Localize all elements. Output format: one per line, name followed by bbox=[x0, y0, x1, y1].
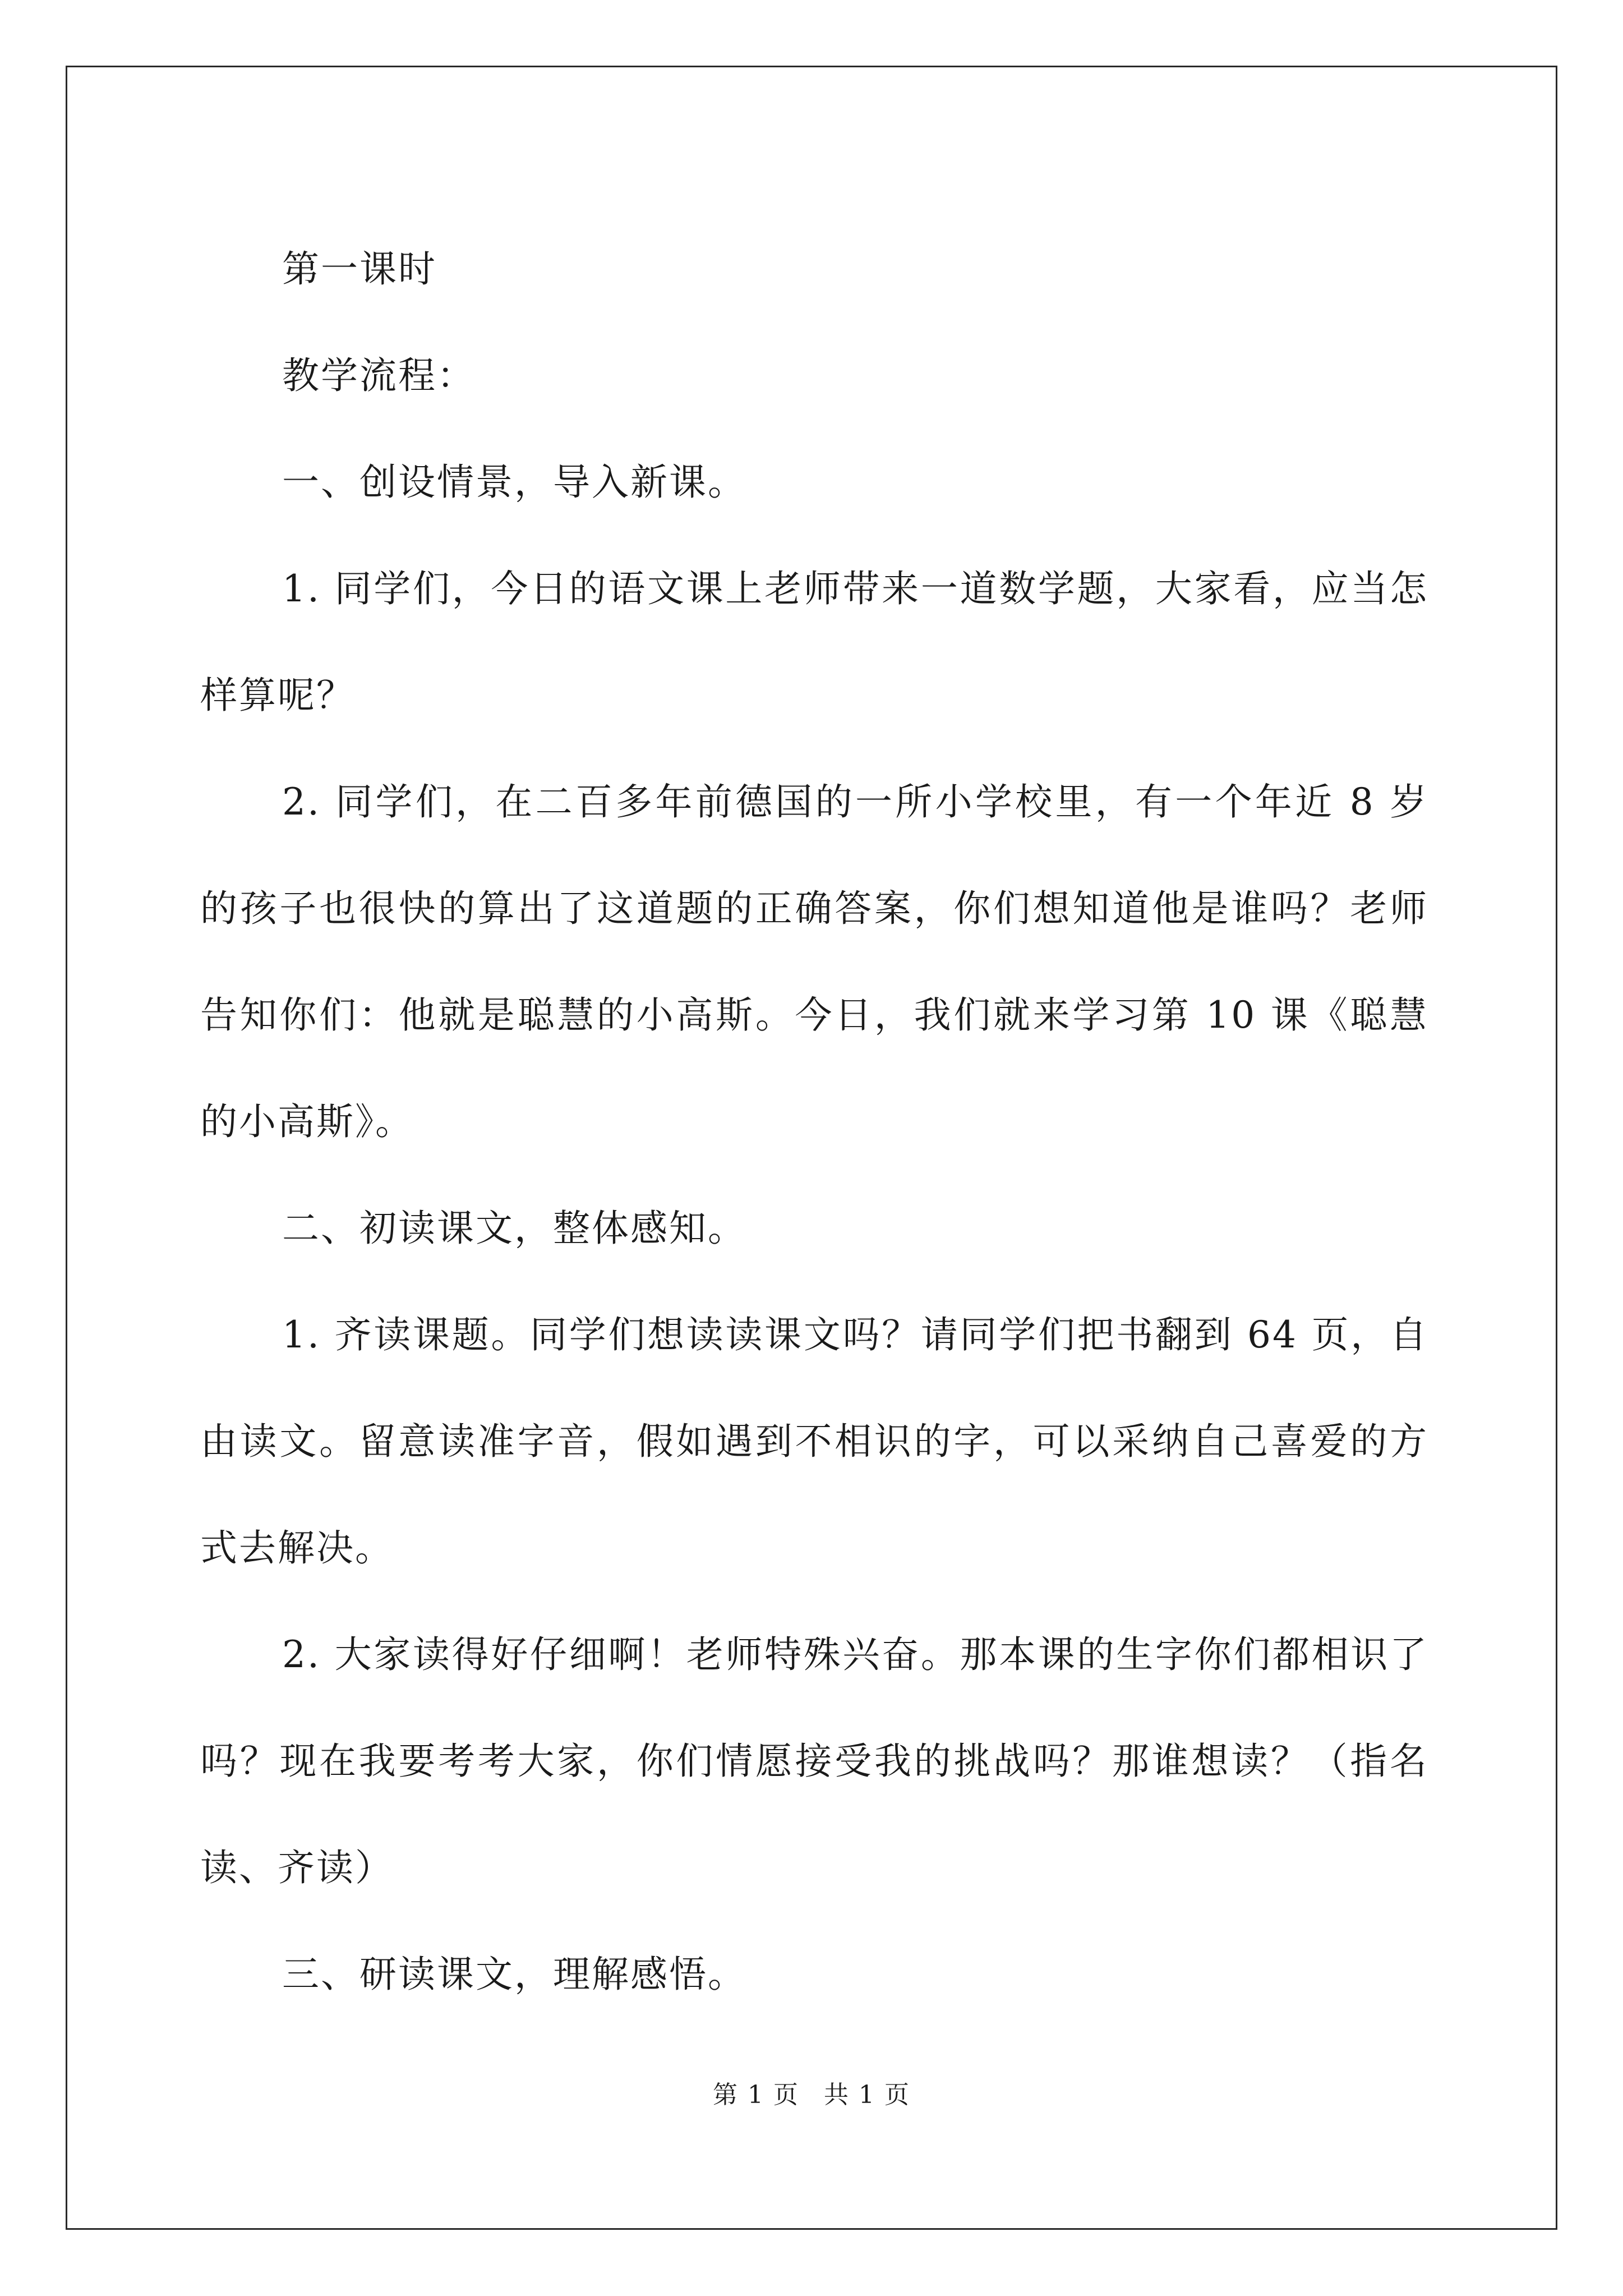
paragraph-intro-2: 2. 同学们，在二百多年前德国的一所小学校里，有一个年近 8 岁的孩子也很快的算出了这道题的正确答案，你们想知道他是谁吗？老师告知你们：他就是聪慧的小高斯。今日，我们就来学习第 10 课《聪慧的小高斯》。 bbox=[200, 780, 1428, 1143]
paragraph-read-1: 1. 齐读课题。同学们想读读课文吗？请同学们把书翻到 64 页，自由读文。留意读准字音，假如遇到不相识的字，可以采纳自己喜爱的方式去解决。 bbox=[200, 1313, 1428, 1570]
paragraph-read-2: 2. 大家读得好仔细啊！老师特殊兴奋。那本课的生字你们都相识了吗？现在我要考考大家，你们情愿接受我的挑战吗？那谁想读？（指名读、齐读） bbox=[200, 1633, 1428, 1889]
page-total: 共 1 页 bbox=[824, 2081, 910, 2109]
document-body bbox=[200, 216, 1428, 2028]
page-footer bbox=[0, 2074, 1623, 2110]
section-heading-two: 二、初读课文，整体感知。 bbox=[282, 1207, 746, 1250]
section-heading-lesson: 第一课时 bbox=[282, 247, 437, 291]
section-heading-three: 三、研读课文，理解感悟。 bbox=[282, 1953, 746, 1996]
page-number: 第 1 页 bbox=[713, 2081, 799, 2109]
section-heading-one: 一、创设情景，导入新课。 bbox=[282, 461, 746, 504]
section-heading-flow: 教学流程： bbox=[282, 354, 476, 397]
paragraph-intro-1: 1. 同学们，今日的语文课上老师带来一道数学题，大家看，应当怎样算呢？ bbox=[200, 567, 1428, 717]
